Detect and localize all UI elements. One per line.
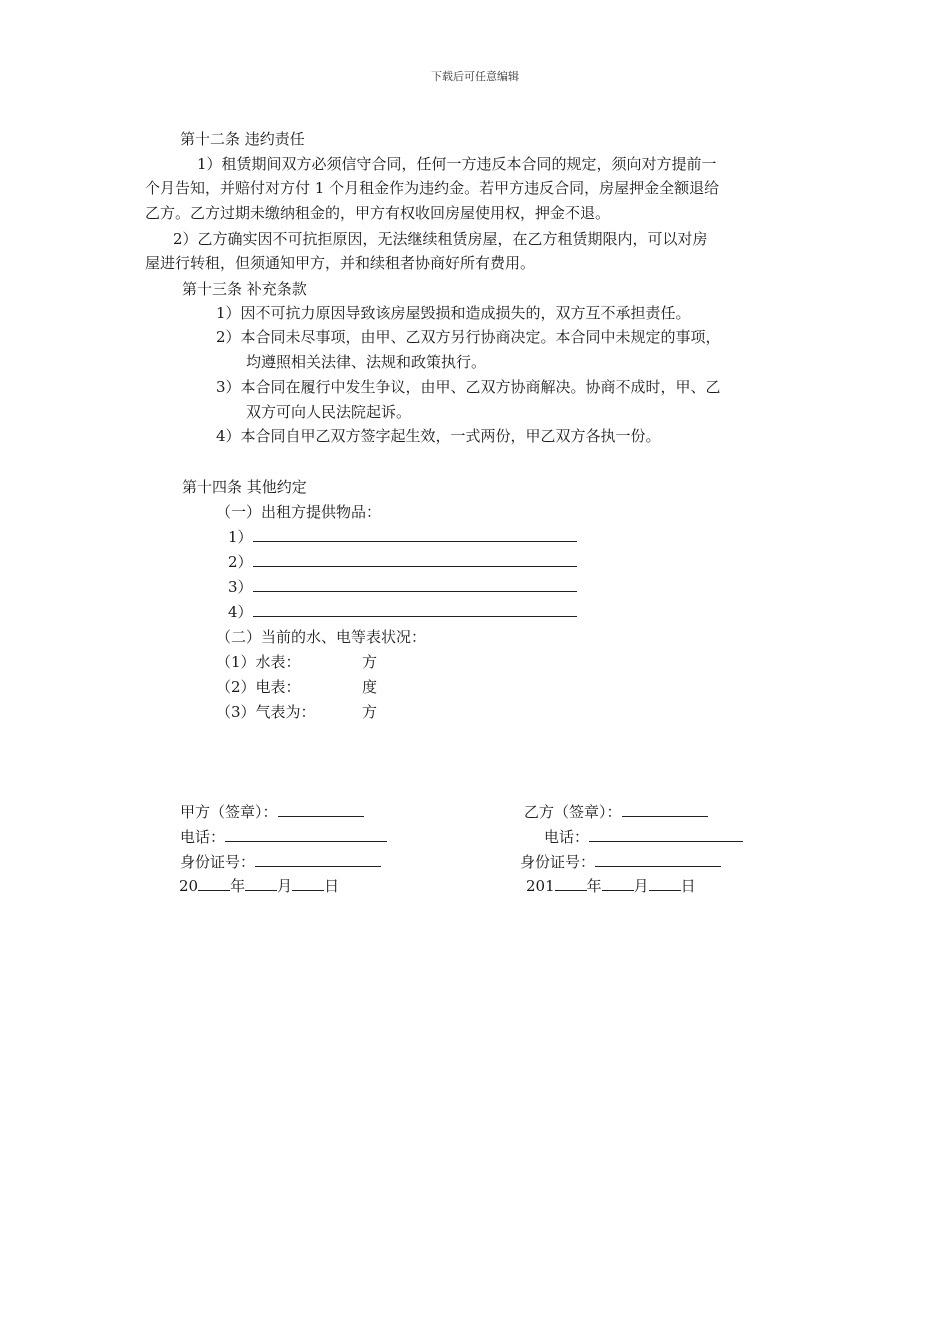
list-item-text: 本合同未尽事项，由甲、乙双方另行协商决定。本合同中未规定的事项，: [240, 328, 721, 346]
list-item-number: 4）: [216, 427, 241, 445]
provided-items-heading: （一）出租方提供物品：: [216, 503, 382, 521]
gas-meter-unit: 方: [362, 703, 378, 721]
party-b-id-label: 身份证号：: [520, 853, 596, 871]
party-b-signature-label: 乙方（签章）：: [524, 803, 622, 821]
month-label: 月: [277, 877, 293, 895]
list-item-text: 因不可抗力原因导致该房屋毁损和造成损失的，双方互不承担责任。: [240, 304, 691, 322]
party-b-phone-blank[interactable]: [589, 827, 743, 842]
list-item: [216, 300, 691, 326]
list-item-continuation: 双方可向人民法院起诉。: [246, 403, 412, 421]
party-b-date: [526, 873, 696, 899]
electric-meter-label: （2）电表：: [216, 678, 301, 696]
article-13-title: 第十三条 补充条款: [182, 280, 307, 298]
provided-item-blank[interactable]: [253, 551, 577, 567]
day-blank[interactable]: [649, 876, 681, 891]
party-b-id: [520, 849, 721, 875]
provided-item-row: [228, 574, 577, 600]
provided-item-row: [228, 524, 577, 550]
day-label: 日: [680, 877, 696, 895]
list-item-number: 1）: [216, 304, 241, 322]
provided-item-number: 3）: [228, 578, 253, 596]
year-label: 年: [230, 877, 246, 895]
year-label: 年: [586, 877, 602, 895]
provided-item-number: 1）: [228, 528, 253, 546]
party-a-signature: [180, 799, 364, 825]
list-item: [216, 374, 721, 400]
article-12-para2-line2: 屋进行转租，但须通知甲方，并和续租者协商好所有费用。: [145, 254, 536, 272]
party-a-id-blank[interactable]: [255, 852, 381, 867]
list-item-text: 本合同在履行中发生争议，由甲、乙双方协商解决。协商不成时，甲、乙: [240, 378, 721, 396]
party-b-date-prefix: 201: [526, 877, 555, 895]
party-b-signature: [524, 799, 708, 825]
party-b-phone-label: 电话：: [544, 828, 590, 846]
party-b-phone: [544, 824, 743, 850]
month-blank[interactable]: [245, 876, 277, 891]
party-a-id: [180, 849, 381, 875]
year-blank[interactable]: [198, 876, 230, 891]
water-meter-unit: 方: [362, 653, 378, 671]
article-12-para1-line2: 个月告知，并赔付对方付 1 个月租金作为违约金。若甲方违反合同，房屋押金全额退给: [145, 179, 720, 197]
article-12-para2-line1: 2）乙方确实因不可抗拒原因，无法继续租赁房屋，在乙方租赁期限内，可以对房: [173, 230, 708, 248]
page-header-note: 下载后可任意编辑: [431, 70, 519, 83]
party-a-phone-blank[interactable]: [225, 827, 387, 842]
provided-item-row: [228, 599, 577, 625]
party-a-signature-blank[interactable]: [278, 802, 364, 817]
party-b-id-blank[interactable]: [595, 852, 721, 867]
list-item: [216, 423, 661, 449]
party-a-date-prefix: 20: [179, 877, 199, 895]
meter-status-heading: （二）当前的水、电等表状况：: [216, 628, 427, 646]
article-12-para1-line1: 1）租赁期间双方必须信守合同，任何一方违反本合同的规定，须向对方提前一: [197, 155, 717, 173]
list-item: [216, 324, 721, 350]
party-a-phone: [180, 824, 387, 850]
day-blank[interactable]: [292, 876, 324, 891]
list-item-continuation: 均遵照相关法律、法规和政策执行。: [246, 353, 487, 371]
provided-item-blank[interactable]: [253, 526, 577, 542]
month-label: 月: [633, 877, 649, 895]
list-item-number: 2）: [216, 328, 241, 346]
gas-meter-label: （3）气表为：: [216, 703, 316, 721]
party-b-signature-blank[interactable]: [622, 802, 708, 817]
provided-item-number: 2）: [228, 553, 253, 571]
party-a-signature-label: 甲方（签章）：: [180, 803, 278, 821]
list-item-number: 3）: [216, 378, 241, 396]
party-a-id-label: 身份证号：: [180, 853, 256, 871]
provided-item-blank[interactable]: [253, 576, 577, 592]
provided-item-row: [228, 549, 577, 575]
day-label: 日: [324, 877, 340, 895]
month-blank[interactable]: [602, 876, 634, 891]
party-a-phone-label: 电话：: [180, 828, 226, 846]
water-meter-label: （1）水表：: [216, 653, 301, 671]
article-14-title: 第十四条 其他约定: [182, 478, 307, 496]
article-12-title: 第十二条 违约责任: [180, 130, 305, 148]
provided-item-number: 4）: [228, 603, 253, 621]
list-item-text: 本合同自甲乙双方签字起生效，一式两份，甲乙双方各执一份。: [240, 427, 661, 445]
provided-item-blank[interactable]: [253, 601, 577, 617]
electric-meter-unit: 度: [362, 678, 378, 696]
party-a-date: [179, 873, 339, 899]
year-blank[interactable]: [555, 876, 587, 891]
article-12-para1-line3: 乙方。乙方过期未缴纳租金的，甲方有权收回房屋使用权，押金不退。: [145, 204, 611, 222]
